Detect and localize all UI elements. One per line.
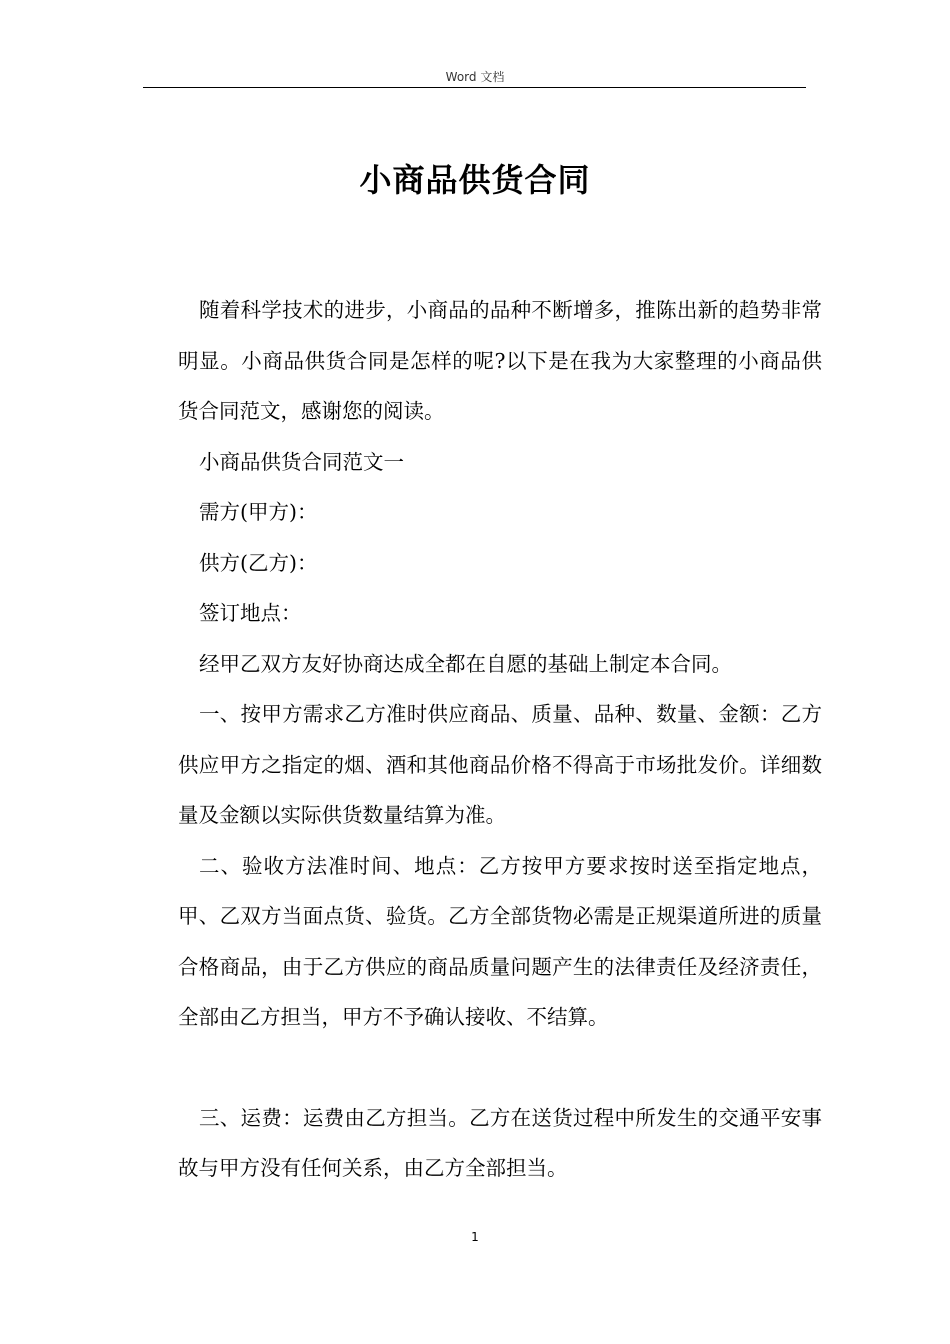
header-divider — [143, 87, 806, 88]
clause-2-paragraph: 二、验收方法准时间、地点：乙方按甲方要求按时送至指定地点，甲、乙双方当面点货、验货。乙方全部货物必需是正规渠道所进的质量合格商品，由于乙方供应的商品质量问题产生的法律责任及经济责任，全部由乙方担当，甲方不予确认接收、不结算。 — [178, 853, 822, 1029]
running-header: Word 文档 — [445, 70, 505, 84]
agreement-paragraph: 经甲乙双方友好协商达成全都在自愿的基础上制定本合同。 — [199, 651, 732, 676]
party-b-line: 供方(乙方)： — [199, 550, 318, 575]
clause-1-paragraph: 一、按甲方需求乙方准时供应商品、质量、品种、数量、金额：乙方供应甲方之指定的烟、酒和其他商品价格不得高于市场批发价。详细数量及金额以实际供货数量结算为准。 — [178, 702, 822, 827]
paragraph-spacer — [178, 1043, 822, 1093]
party-a-line: 需方(甲方)： — [199, 500, 318, 524]
intro-paragraph: 随着科学技术的进步，小商品的品种不断增多，推陈出新的趋势非常明显。小商品供货合同是怎样的呢?以下是在我为大家整理的小商品供货合同范文，感谢您的阅读。 — [178, 298, 822, 423]
section-heading: 小商品供货合同范文一 — [199, 449, 404, 474]
signing-location-line: 签订地点： — [199, 601, 302, 625]
document-title: 小商品供货合同 — [359, 161, 591, 199]
document-body — [178, 285, 822, 1194]
clause-3-paragraph: 三、运费：运费由乙方担当。乙方在送货过程中所发生的交通平安事故与甲方没有任何关系，由乙方全部担当。 — [178, 1105, 822, 1180]
page-number: 1 — [471, 1230, 479, 1244]
